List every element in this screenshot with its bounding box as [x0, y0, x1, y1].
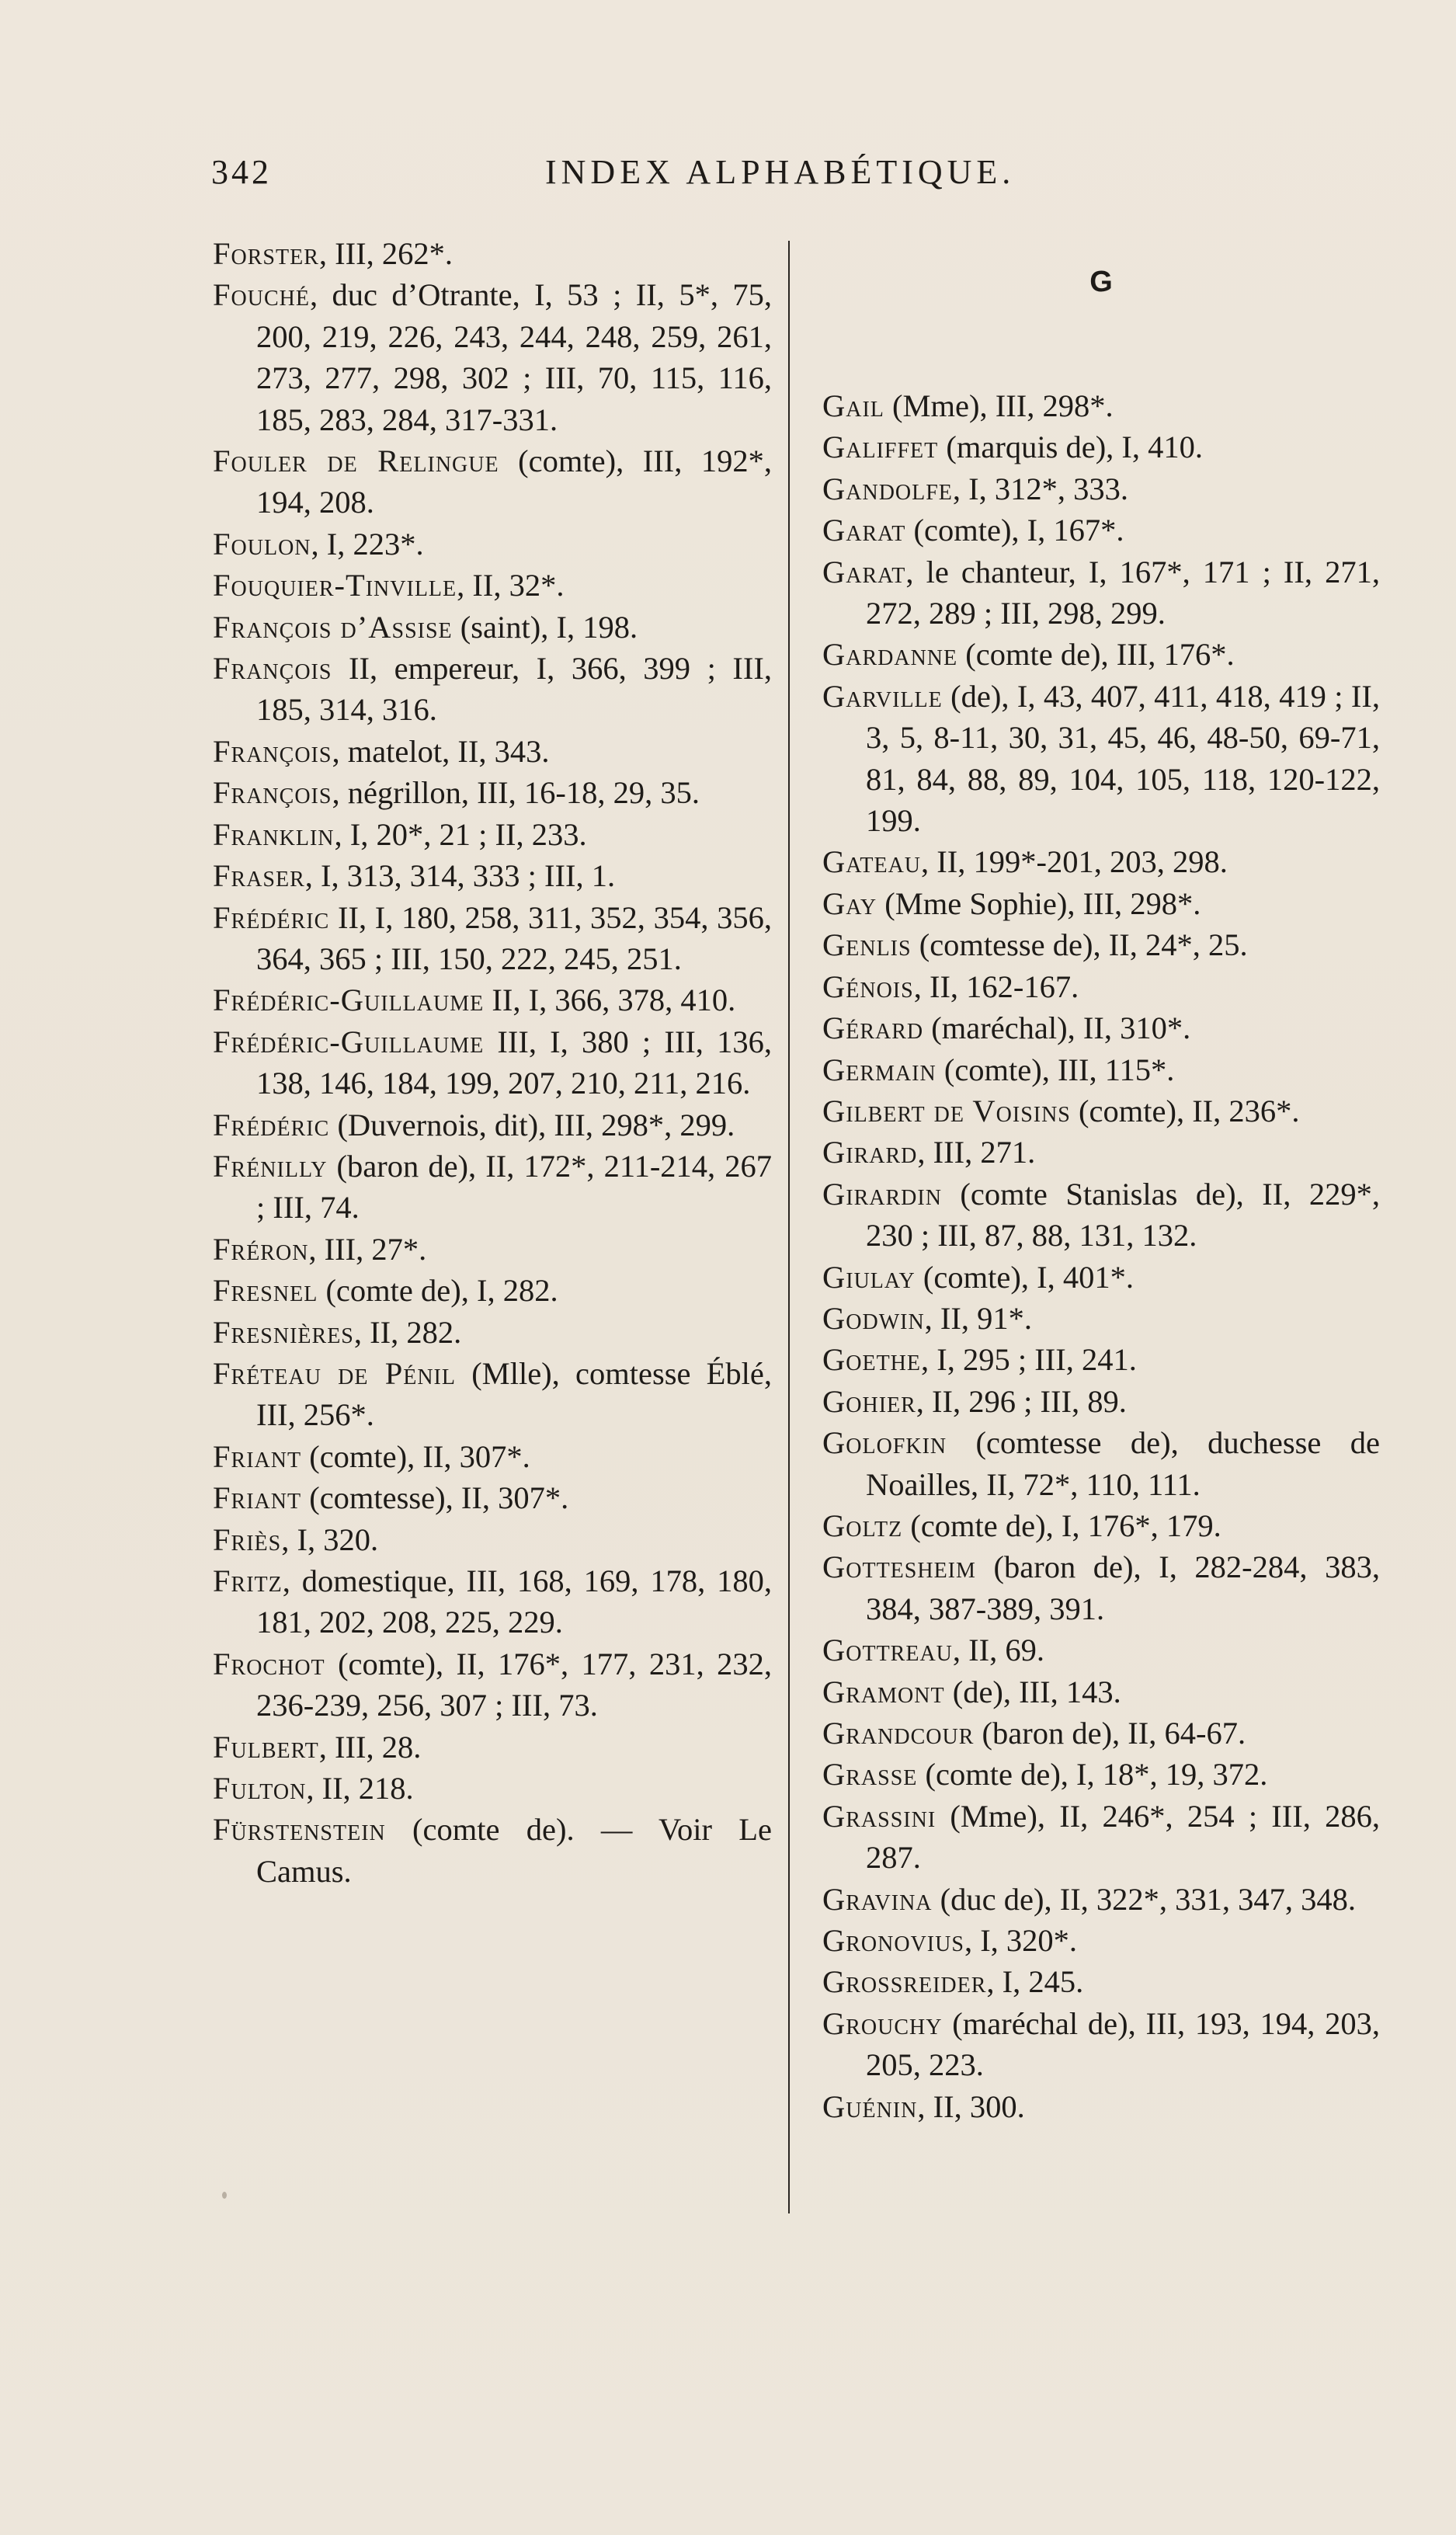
entry-name: Gail: [822, 388, 884, 423]
entry-references: , I, 320*.: [964, 1923, 1078, 1959]
index-entry: [213, 1436, 772, 1477]
entry-name: Germain: [822, 1052, 936, 1087]
entry-references: II, empereur, I, 366, 399 ; III, 185, 314, 316.: [256, 651, 772, 728]
entry-name: Genlis: [822, 927, 912, 963]
entry-name: Gandolfe: [822, 471, 953, 506]
entry-name: Gérard: [822, 1010, 924, 1046]
index-entry: [822, 1961, 1380, 2002]
index-entry: [822, 1339, 1380, 1380]
index-entry: [213, 523, 772, 565]
entry-name: Grossreider: [822, 1964, 987, 2000]
entry-references: (comte), III, 115*.: [936, 1052, 1175, 1087]
entry-references: (Mme), III, 298*.: [884, 388, 1114, 423]
entry-name: Giulay: [822, 1259, 916, 1295]
index-entry: [822, 1422, 1380, 1505]
entry-references: (comtesse de), duchesse de Noailles, II, 72*, 110, 111.: [866, 1425, 1380, 1502]
entry-name: Gottreau: [822, 1633, 953, 1668]
entry-name: Guénin: [822, 2088, 918, 2124]
entry-name: Goethe: [822, 1342, 921, 1378]
entry-name: Fouché: [213, 277, 310, 313]
entry-name: Golofkin: [822, 1425, 947, 1461]
entry-name: Fouler de Relingue: [213, 443, 499, 479]
entry-name: Fouquier-Tinville: [213, 568, 457, 603]
entry-name: Fürstenstein: [213, 1812, 386, 1848]
entry-name: Godwin: [822, 1300, 925, 1336]
entry-references: (comte), II, 176*, 177, 231, 232, 236-239, 256, 307 ; III, 73.: [256, 1646, 772, 1723]
index-entry: [822, 1381, 1380, 1422]
entry-references: (comte), I, 401*.: [915, 1259, 1134, 1295]
entry-name: Fulbert: [213, 1729, 319, 1765]
entry-references: III, I, 380 ; III, 136, 138, 146, 184, 199, 207, 210, 211, 216.: [256, 1024, 772, 1101]
entry-name: Friant: [213, 1480, 302, 1516]
entry-name: Grandcour: [822, 1716, 975, 1751]
index-entries-right: [822, 385, 1380, 2127]
index-entry: [822, 385, 1380, 426]
index-entry: [213, 1560, 772, 1643]
entry-references: (comte de), I, 282.: [318, 1273, 558, 1309]
entry-references: , I, 223*.: [311, 526, 424, 562]
running-title: INDEX ALPHABÉTIQUE.: [545, 153, 1016, 191]
index-entry: [213, 1353, 772, 1436]
entry-name: Garville: [822, 678, 943, 714]
entry-references: (baron de), II, 64-67.: [974, 1716, 1246, 1751]
index-entry: [822, 634, 1380, 675]
index-entry: [213, 855, 772, 896]
entry-references: (comte), II, 307*.: [301, 1438, 530, 1474]
entry-references: , III, 271.: [917, 1135, 1036, 1170]
entry-name: Gramont: [822, 1674, 945, 1709]
index-entry: [213, 565, 772, 606]
index-entry: [822, 1298, 1380, 1339]
entry-references: II, I, 366, 378, 410.: [484, 982, 736, 1018]
index-entry: [822, 509, 1380, 551]
column-divider: [788, 241, 790, 2213]
index-entry: [822, 676, 1380, 842]
index-entry: [213, 1809, 772, 1892]
index-entry: [822, 2003, 1380, 2086]
index-entry: [822, 2086, 1380, 2127]
index-column-right: [822, 233, 1380, 2127]
entry-name: Forster: [213, 236, 319, 271]
entry-references: , duc d’Otrante, I, 53 ; II, 5*, 75, 200, 219, 226, 243, 244, 248, 259, 261, 273, 277, 298, 302 ; III, 70, 115, 116, 185, 283, 284, 317-331.: [256, 277, 772, 437]
index-entry: [822, 1879, 1380, 1920]
entry-references: , II, 32*.: [457, 568, 565, 603]
index-entry: [213, 607, 772, 648]
entry-name: Foulon: [213, 526, 311, 562]
index-entry: [822, 1090, 1380, 1132]
index-entry: [213, 440, 772, 523]
entry-references: (duc de), II, 322*, 331, 347, 348.: [932, 1881, 1357, 1917]
entry-references: (Duvernois, dit), III, 298*, 299.: [329, 1107, 735, 1142]
entry-references: (comte Stanislas de), II, 229*, 230 ; III, 87, 88, 131, 132.: [866, 1176, 1380, 1254]
entry-references: II, I, 180, 258, 311, 352, 354, 356, 364, 365 ; III, 150, 222, 245, 251.: [256, 899, 772, 976]
entry-name: Friant: [213, 1438, 302, 1474]
entry-name: François: [213, 733, 332, 769]
entry-name: Galiffet: [822, 429, 939, 465]
entry-references: (maréchal), II, 310*.: [923, 1010, 1191, 1046]
entry-references: (comte), III, 192*, 194, 208.: [256, 443, 773, 520]
index-entry: [822, 551, 1380, 635]
entry-references: , I, 295 ; III, 241.: [921, 1342, 1137, 1378]
index-entry: [822, 1049, 1380, 1090]
entry-references: , I, 245.: [986, 1964, 1084, 2000]
page-header: [211, 152, 1042, 199]
entry-references: , I, 320.: [281, 1521, 379, 1557]
index-entry: [213, 274, 772, 440]
entry-references: , II, 218.: [306, 1771, 414, 1806]
index-entry: [822, 883, 1380, 924]
index-entry: [822, 924, 1380, 965]
entry-name: Fritz: [213, 1563, 283, 1598]
entry-references: (comte), I, 167*.: [905, 513, 1124, 548]
entry-name: François d’Assise: [213, 609, 453, 645]
entry-references: , II, 91*.: [924, 1300, 1033, 1336]
index-entry: [213, 979, 772, 1021]
index-entry: [822, 1546, 1380, 1629]
entry-references: , II, 162-167.: [913, 968, 1079, 1004]
entry-references: , domestique, III, 168, 169, 178, 180, 181, 202, 208, 225, 229.: [256, 1563, 772, 1640]
entry-references: (de), III, 143.: [944, 1674, 1121, 1709]
entry-name: Frédéric: [213, 899, 330, 935]
page-number: 342: [211, 153, 272, 191]
entry-references: (Mme), II, 246*, 254 ; III, 286, 287.: [866, 1798, 1380, 1876]
entry-name: Fresnel: [213, 1273, 318, 1309]
entry-references: , II, 69.: [952, 1633, 1045, 1668]
index-entry: [822, 1629, 1380, 1671]
index-entry: [822, 468, 1380, 509]
entry-name: Garat: [822, 554, 906, 589]
index-entry: [822, 1007, 1380, 1048]
entry-references: (comtesse), II, 307*.: [301, 1480, 569, 1516]
entry-name: Fréron: [213, 1231, 309, 1267]
index-entry: [213, 897, 772, 980]
entry-name: Fraser: [213, 858, 305, 894]
ink-speck: [222, 2192, 227, 2199]
entry-name: Fulton: [213, 1771, 307, 1806]
entry-name: Frédéric-Guillaume: [213, 1024, 485, 1059]
entry-references: (baron de), II, 172*, 211-214, 267 ; III, 74.: [256, 1148, 772, 1226]
entry-references: , le chanteur, I, 167*, 171 ; II, 271, 272, 289 ; III, 298, 299.: [866, 554, 1380, 631]
entry-references: (comte de), I, 18*, 19, 372.: [917, 1757, 1268, 1793]
entry-name: Gay: [822, 885, 877, 921]
entry-name: Garat: [822, 513, 906, 548]
entry-name: Goltz: [822, 1507, 903, 1543]
index-entry: [213, 1768, 772, 1809]
entry-name: Frédéric-Guillaume: [213, 982, 485, 1018]
entry-name: Frénilly: [213, 1148, 328, 1184]
entry-references: , II, 282.: [353, 1314, 462, 1350]
entry-references: , matelot, II, 343.: [332, 733, 550, 769]
entry-name: François: [213, 651, 332, 687]
index-entry: [822, 1257, 1380, 1298]
index-entry: [213, 1643, 772, 1727]
index-entry: [822, 1754, 1380, 1795]
index-entry: [822, 841, 1380, 882]
entry-name: Girardin: [822, 1176, 942, 1212]
index-entry: [213, 1229, 772, 1270]
entry-references: , I, 20*, 21 ; II, 233.: [334, 816, 587, 852]
index-entry: [822, 1505, 1380, 1546]
entry-references: , II, 300.: [917, 2088, 1025, 2124]
entry-name: Frédéric: [213, 1107, 330, 1142]
entry-references: (Mlle), comtesse Éblé, III, 256*.: [256, 1355, 772, 1433]
entry-references: (saint), I, 198.: [452, 609, 638, 645]
entry-references: , III, 27*.: [308, 1231, 427, 1267]
index-entry: [213, 814, 772, 855]
entry-name: Génois: [822, 968, 914, 1004]
index-entry: [822, 1713, 1380, 1754]
entry-references: , I, 313, 314, 333 ; III, 1.: [304, 858, 616, 894]
entry-references: (Mme Sophie), III, 298*.: [877, 885, 1201, 921]
index-entry: [822, 426, 1380, 468]
entry-references: (maréchal de), III, 193, 194, 203, 205, 223.: [866, 2005, 1380, 2083]
entry-name: Gateau: [822, 844, 922, 880]
index-entry: [822, 1174, 1380, 1257]
entry-name: Girard: [822, 1135, 918, 1170]
index-column-left: [213, 233, 772, 1892]
entry-name: Franklin: [213, 816, 335, 852]
entry-references: (comte de), III, 176*.: [957, 637, 1235, 673]
entry-references: , I, 312*, 333.: [952, 471, 1129, 506]
entry-name: Gardanne: [822, 637, 958, 673]
entry-references: , négrillon, III, 16-18, 29, 35.: [332, 775, 700, 811]
entry-references: , III, 262*.: [318, 236, 453, 271]
entry-name: Grasse: [822, 1757, 918, 1793]
entry-name: Fréteau de Pénil: [213, 1355, 456, 1391]
entry-name: Gravina: [822, 1881, 933, 1917]
entry-name: Gohier: [822, 1383, 916, 1419]
entry-name: Fresnières: [213, 1314, 354, 1350]
entry-references: , II, 199*-201, 203, 298.: [921, 844, 1228, 880]
entry-name: Frochot: [213, 1646, 325, 1681]
index-entry: [822, 1796, 1380, 1879]
entry-references: (comte de), I, 176*, 179.: [902, 1507, 1221, 1543]
entry-references: (comte de). — Voir Le Camus.: [256, 1812, 772, 1889]
index-entry: [213, 731, 772, 772]
entry-references: (comtesse de), II, 24*, 25.: [911, 927, 1248, 963]
index-entry: [213, 1477, 772, 1518]
entry-references: , II, 296 ; III, 89.: [916, 1383, 1127, 1419]
index-entry: [213, 1146, 772, 1229]
entry-references: (comte), II, 236*.: [1070, 1093, 1300, 1128]
entry-name: Gilbert de Voisins: [822, 1093, 1071, 1128]
index-entry: [822, 1671, 1380, 1713]
entry-name: Friès: [213, 1521, 282, 1557]
index-entry: [822, 1132, 1380, 1173]
entry-name: Grouchy: [822, 2005, 943, 2041]
index-entry: [822, 1920, 1380, 1961]
index-entry: [213, 1270, 772, 1311]
index-entry: [213, 1021, 772, 1104]
index-entry: [213, 648, 772, 731]
letter-heading: G: [1089, 266, 1113, 298]
index-entry: [213, 1727, 772, 1768]
entry-name: Gottesheim: [822, 1549, 976, 1585]
entry-name: Gronovius: [822, 1923, 964, 1959]
entry-references: (de), I, 43, 407, 411, 418, 419 ; II, 3, 5, 8-11, 30, 31, 45, 46, 48-50, 69-71, 81, 84, 88, 89, 104, 105, 118, 120-122, 199.: [866, 678, 1380, 839]
index-entry: [822, 966, 1380, 1007]
index-entry: [213, 1519, 772, 1560]
index-entry: [213, 772, 772, 813]
entry-name: François: [213, 775, 332, 811]
index-entry: [213, 233, 772, 274]
entry-references: , III, 28.: [318, 1729, 422, 1765]
entry-references: (baron de), I, 282-284, 383, 384, 387-389, 391.: [866, 1549, 1380, 1626]
entry-references: (marquis de), I, 410.: [938, 429, 1204, 465]
index-entry: [213, 1104, 772, 1146]
index-entry: [213, 1312, 772, 1353]
entry-name: Grassini: [822, 1798, 936, 1834]
